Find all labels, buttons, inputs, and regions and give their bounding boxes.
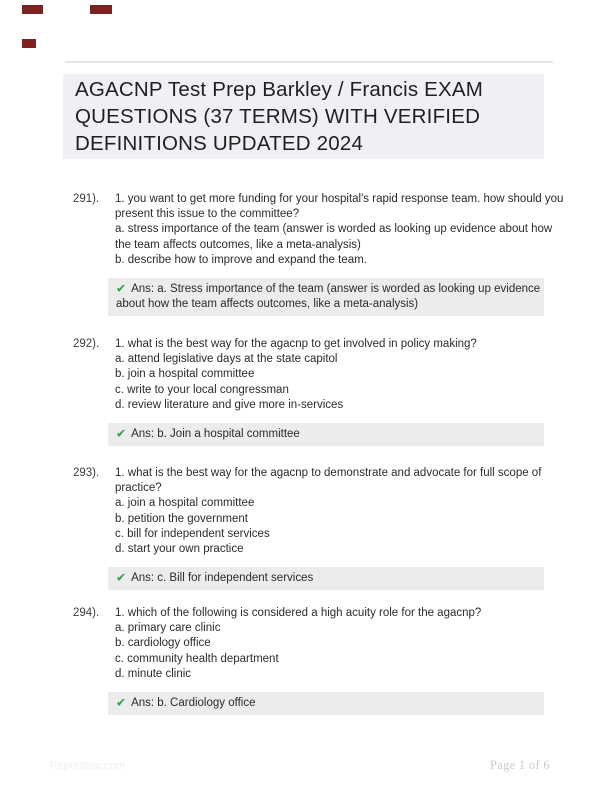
question-text-line: 1. you want to get more funding for your hospital's rapid response team. how should you: [115, 193, 564, 205]
page-number: Page 1 of 6: [490, 758, 550, 772]
redaction-mark: [22, 39, 36, 48]
question-body: [115, 606, 545, 715]
check-icon: ✔: [116, 695, 127, 710]
question-number: 294).: [73, 607, 100, 619]
answer-text-line: [116, 426, 536, 442]
question-body: [115, 466, 545, 590]
answer-text: Ans: b. Join a hospital committee: [131, 428, 300, 441]
question-text-line: 1. what is the best way for the agacnp to get involved in policy making?: [115, 338, 477, 350]
answer-text-line: [116, 695, 536, 711]
answer-text: Ans: a. Stress importance of the team (answer is worded as looking up evidence: [131, 283, 541, 296]
answer-text: Ans: c. Bill for independent services: [131, 572, 314, 585]
question-text-line: b. petition the government: [115, 512, 248, 525]
answer-box: [108, 423, 544, 446]
check-icon: ✔: [116, 281, 127, 296]
question-text-line: a. stress importance of the team (answer is worded as looking up evidence about how: [115, 223, 553, 236]
answer-text-line: about how the team affects outcomes, like a meta-analysis): [116, 298, 419, 311]
check-icon: ✔: [116, 426, 127, 441]
question-text-line: d. review literature and give more in-services: [115, 398, 344, 411]
question-body: [115, 337, 545, 446]
question-number: 291).: [73, 193, 100, 205]
question-text-line: b. join a hospital committee: [115, 368, 255, 381]
question-text-line: b. describe how to improve and expand the team.: [115, 253, 367, 266]
question-body: [115, 192, 564, 316]
answer-box: [108, 692, 544, 715]
document-title: AGACNP Test Prep Barkley / Francis EXAM QUESTIONS (37 TERMS) WITH VERIFIED DEFINITIONS UPDATED 2024: [63, 74, 544, 159]
answer-box: [108, 278, 544, 316]
question-number: 292).: [73, 338, 100, 350]
question-text-line: c. write to your local congressman: [115, 383, 289, 396]
answer-text: Ans: b. Cardiology office: [131, 697, 256, 710]
question-text-line: c. community health department: [115, 652, 279, 665]
answer-text-line: [116, 281, 541, 297]
question-text-line: present this issue to the committee?: [115, 208, 300, 221]
question-text-line: the team affects outcomes, like a meta-analysis): [115, 238, 361, 251]
question-text-line: d. start your own practice: [115, 543, 244, 556]
redaction-mark: [90, 5, 112, 14]
question-text-line: 1. what is the best way for the agacnp to demonstrate and advocate for full scope of: [115, 467, 542, 479]
page-footer: [0, 758, 606, 778]
question-block: [0, 466, 606, 590]
question-text-line: d. minute clinic: [115, 667, 192, 680]
question-text-line: a. primary care clinic: [115, 622, 221, 635]
answer-box: [108, 567, 544, 590]
question-text-line: a. attend legislative days at the state capitol: [115, 353, 338, 366]
question-text-line: 1. which of the following is considered a high acuity role for the agacnp?: [115, 607, 482, 619]
question-block: [0, 337, 606, 446]
question-block: [0, 606, 606, 715]
question-text-line: practice?: [115, 482, 162, 495]
question-block: [0, 192, 606, 316]
question-text-line: a. join a hospital committee: [115, 497, 255, 510]
redaction-mark: [22, 5, 43, 14]
watermark-text: PaperStoc.com: [50, 760, 126, 772]
question-text-line: b. cardiology office: [115, 637, 211, 650]
header-divider: [65, 61, 553, 63]
question-number: 293).: [73, 467, 100, 479]
check-icon: ✔: [116, 570, 127, 585]
answer-text-line: [116, 570, 536, 586]
question-text-line: c. bill for independent services: [115, 527, 270, 540]
